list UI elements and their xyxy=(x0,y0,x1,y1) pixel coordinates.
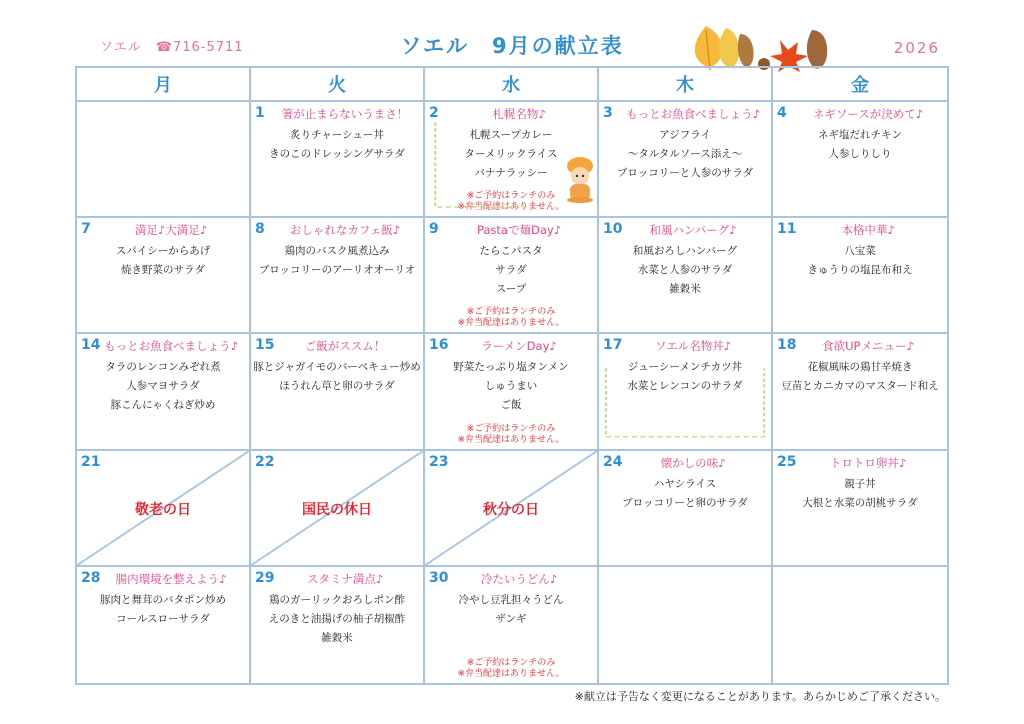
day-cell xyxy=(77,334,251,450)
dish-list xyxy=(599,475,771,513)
dish-item: 花椒風味の鶏甘辛焼き xyxy=(807,361,913,374)
dish-item: ハヤシライス xyxy=(653,477,717,490)
note-line: ※弁当配達はありません。 xyxy=(457,318,565,329)
holiday-name: 敬老の日 xyxy=(135,501,191,518)
dish-list xyxy=(77,242,249,280)
day-cell xyxy=(251,218,425,334)
dish-item: スープ xyxy=(495,283,527,296)
dish-item: 豆苗とカニカマのマスタード和え xyxy=(781,380,939,393)
day-theme: もっとお魚食べましょう♪ xyxy=(626,107,760,121)
dish-item: 鶏肉のバスク風煮込み xyxy=(284,245,390,258)
weekday-thu: 木 xyxy=(599,68,773,102)
weekday-tue: 火 xyxy=(251,68,425,102)
day-number: 9 xyxy=(429,221,439,238)
dish-item: きゅうりの塩昆布和え xyxy=(807,264,913,277)
day-number: 23 xyxy=(429,453,449,470)
day-number: 30 xyxy=(429,569,449,586)
reservation-note xyxy=(425,307,597,329)
note-line: ※ご予約はランチのみ xyxy=(466,423,556,434)
day-cell xyxy=(773,451,947,567)
dish-item: ターメリックライス xyxy=(464,148,558,160)
dish-list xyxy=(773,126,947,164)
day-theme: 冷たいうどん♪ xyxy=(480,571,558,586)
dish-item: ジューシーメンチカツ丼 xyxy=(627,361,743,374)
dish-list xyxy=(251,358,423,396)
day-cell xyxy=(251,451,425,567)
day-theme: もっとお魚食べましょう♪ xyxy=(104,339,238,354)
day-number: 14 xyxy=(81,337,101,354)
dish-list xyxy=(77,358,249,415)
day-theme: ラーメンDay♪ xyxy=(481,339,557,354)
day-cell xyxy=(251,567,425,683)
day-theme: 食欲UPメニュー♪ xyxy=(822,339,914,354)
day-cell xyxy=(773,218,947,334)
dish-list xyxy=(77,591,249,629)
day-cell xyxy=(77,102,251,218)
dish-item: 札幌スープカレー xyxy=(469,129,553,141)
day-number: 25 xyxy=(777,453,797,470)
dish-item: タラのレンコンみぞれ煮 xyxy=(105,361,221,374)
calendar-grid xyxy=(77,102,947,683)
reservation-note xyxy=(425,424,597,446)
day-number: 1 xyxy=(255,105,265,121)
dish-item: サラダ xyxy=(495,264,527,277)
day-number: 4 xyxy=(777,105,787,121)
page-title: ソエル 9月の献立表 xyxy=(400,34,624,58)
day-number: 16 xyxy=(429,337,449,354)
dish-list xyxy=(599,126,771,183)
dish-item: ネギ塩だれチキン xyxy=(818,129,902,141)
day-number: 8 xyxy=(255,221,265,238)
dish-item: 豚こんにゃくねぎ炒め xyxy=(110,399,216,412)
day-cell xyxy=(599,567,773,683)
day-theme: スタミナ満点♪ xyxy=(306,571,384,586)
footer-note: ※献立は予告なく変更になることがあります。あらかじめご了承ください。 xyxy=(574,690,946,703)
chef-character-icon xyxy=(563,156,597,204)
dish-item: 雑穀米 xyxy=(321,631,353,644)
dish-list xyxy=(251,242,423,280)
note-line: ※弁当配達はありません。 xyxy=(457,434,565,445)
dish-item: 焼き野菜のサラダ xyxy=(121,264,205,277)
holiday-name: 国民の休日 xyxy=(302,501,372,518)
day-cell xyxy=(77,218,251,334)
dish-item: 水菜とレンコンのサラダ xyxy=(627,380,743,393)
day-theme: 箸が止まらないうまさ！ xyxy=(281,107,409,121)
note-line: ※ご予約はランチのみ xyxy=(466,307,556,318)
dish-item: コールスローサラダ xyxy=(116,612,210,625)
day-cell xyxy=(425,334,599,450)
dish-list xyxy=(599,242,771,299)
dish-list xyxy=(425,358,597,415)
dish-item: きのこのドレッシングサラダ xyxy=(269,148,405,160)
day-theme: ソエル名物丼♪ xyxy=(654,339,732,354)
day-cell xyxy=(251,102,425,218)
dish-list xyxy=(773,358,947,396)
day-theme: 懐かしの味♪ xyxy=(660,455,726,470)
dish-item: アジフライ xyxy=(659,129,711,141)
dish-item: 豚とジャガイモのバーベキュー炒め xyxy=(253,361,421,374)
dish-list xyxy=(773,475,947,513)
day-number: 29 xyxy=(255,569,275,586)
dish-item: しゅうまい xyxy=(484,380,538,393)
dish-item: 豚肉と舞茸のバタポン炒め xyxy=(100,593,226,606)
dish-list xyxy=(251,126,423,164)
day-theme: 本格中華♪ xyxy=(841,223,895,238)
dish-item: 和風おろしハンバーグ xyxy=(632,245,738,258)
day-theme: 和風ハンバーグ♪ xyxy=(649,223,737,238)
day-theme: 満足♪大満足♪ xyxy=(134,223,208,238)
day-number: 17 xyxy=(603,337,623,354)
dish-item: 人参マヨサラダ xyxy=(126,380,200,393)
day-cell xyxy=(77,567,251,683)
dish-item: ほうれん草と卵のサラダ xyxy=(279,380,395,393)
dish-list xyxy=(425,242,597,299)
day-number: 10 xyxy=(603,221,623,238)
day-theme: ネギソースが決めて♪ xyxy=(812,107,924,121)
dish-item: 水菜と人参のサラダ xyxy=(637,264,733,277)
day-theme: おしゃれなカフェ飯♪ xyxy=(289,223,401,238)
reservation-note xyxy=(425,658,597,680)
day-cell xyxy=(425,567,599,683)
day-theme: 札幌名物♪ xyxy=(492,107,546,121)
menu-calendar xyxy=(75,66,949,685)
floral-frame-icon xyxy=(599,334,771,448)
holiday-name: 秋分の日 xyxy=(483,501,539,518)
dish-item: 大根と水菜の胡桃サラダ xyxy=(802,496,918,509)
dish-item: ザンギ xyxy=(495,612,527,625)
day-cell xyxy=(425,102,599,218)
shop-info: ソエル ☎716-5711 xyxy=(100,40,244,55)
dish-list xyxy=(773,242,947,280)
note-line: ※弁当配達はありません。 xyxy=(457,668,565,679)
day-number: 15 xyxy=(255,337,275,354)
day-theme: Pastaで麺Day♪ xyxy=(476,223,562,238)
note-line: ※ご予約はランチのみ xyxy=(466,657,556,668)
day-cell xyxy=(251,334,425,450)
day-cell xyxy=(425,218,599,334)
dish-item: ～タルタルソース添え～ xyxy=(627,148,743,160)
dish-item: ブロッコリーのアーリオオーリオ xyxy=(258,264,416,277)
day-theme: ご飯がススム！ xyxy=(304,339,386,354)
year-label: 2026 xyxy=(893,39,940,57)
note-line: ※ご予約はランチのみ xyxy=(466,191,556,202)
dish-item: 野菜たっぷり塩タンメン xyxy=(453,361,569,374)
day-number: 7 xyxy=(81,221,91,238)
dish-item: ご飯 xyxy=(500,399,522,412)
weekday-wed: 水 xyxy=(425,68,599,102)
day-cell xyxy=(599,334,773,450)
weekday-mon: 月 xyxy=(77,68,251,102)
day-cell xyxy=(773,102,947,218)
dish-item: ブロッコリーと人参のサラダ xyxy=(616,167,754,179)
day-cell xyxy=(77,451,251,567)
day-cell xyxy=(599,102,773,218)
day-number: 11 xyxy=(777,221,797,238)
day-cell xyxy=(425,451,599,567)
day-theme: トロトロ卵丼♪ xyxy=(829,455,907,470)
day-cell xyxy=(773,334,947,450)
weekday-header xyxy=(77,68,947,102)
day-number: 2 xyxy=(429,105,439,121)
dish-item: ブロッコリーと卵のサラダ xyxy=(622,496,748,509)
dish-item: 八宝菜 xyxy=(844,245,876,258)
dish-list xyxy=(251,591,423,648)
dish-item: 人参しりしり xyxy=(828,148,892,160)
day-number: 18 xyxy=(777,337,797,354)
note-line: ※弁当配達はありません。 xyxy=(457,202,565,213)
day-number: 21 xyxy=(81,453,101,470)
dish-list xyxy=(425,591,597,629)
day-theme: 腸内環境を整えよう♪ xyxy=(115,571,227,586)
dish-item: スパイシーからあげ xyxy=(115,245,211,258)
page-header xyxy=(0,0,1024,66)
day-number: 28 xyxy=(81,569,101,586)
day-cell xyxy=(773,567,947,683)
dish-item: バナナラッシー xyxy=(474,167,548,179)
dish-item: たらこパスタ xyxy=(479,245,543,258)
day-cell xyxy=(599,218,773,334)
dish-item: 冷やし豆乳担々うどん xyxy=(458,593,564,606)
day-number: 24 xyxy=(603,453,623,470)
weekday-fri: 金 xyxy=(773,68,947,102)
dish-item: 親子丼 xyxy=(844,477,876,490)
dish-item: 炙りチャーシュー丼 xyxy=(290,129,384,141)
dish-item: 雑穀米 xyxy=(669,283,701,296)
day-number: 22 xyxy=(255,453,275,470)
dish-item: えのきと油揚げの柚子胡椒酢 xyxy=(268,612,406,625)
day-cell xyxy=(599,451,773,567)
day-number: 3 xyxy=(603,105,613,121)
dish-item: 鶏のガーリックおろしポン酢 xyxy=(268,593,406,606)
